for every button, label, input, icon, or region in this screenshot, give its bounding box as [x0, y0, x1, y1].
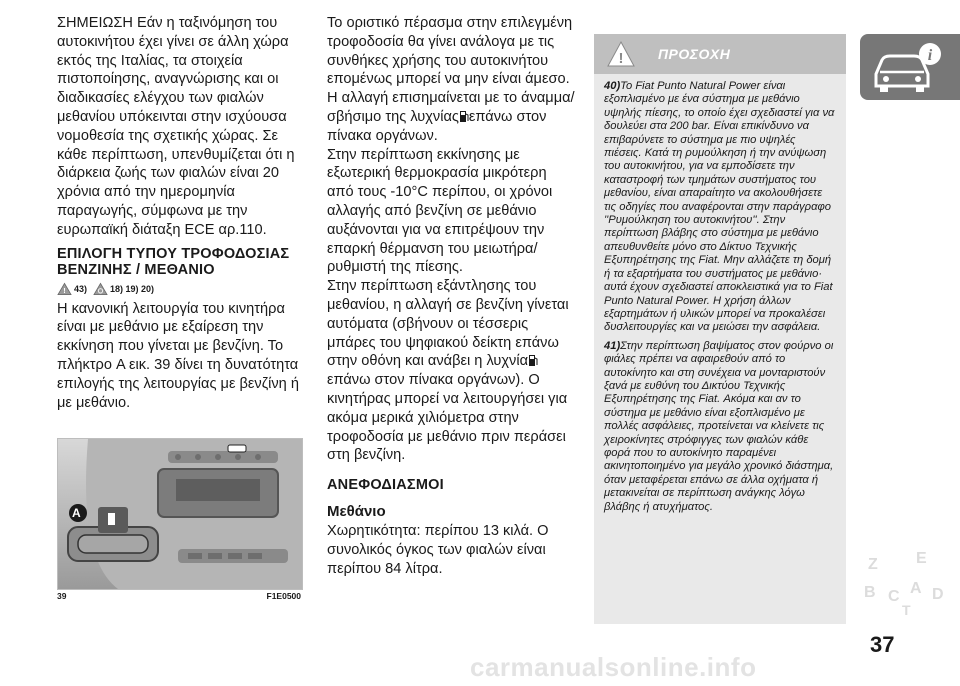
svg-text:!: !: [63, 285, 66, 295]
figure-dashboard-button: [57, 438, 303, 590]
steering-wheel-icon: [93, 282, 108, 296]
paragraph-text: Στην περίπτωση εξάντλησης του μεθανίου, η αλλαγή σε βενζίνη γίνεται αυτόματα (σβήνουν οι τέσσερις μπάρες του ψηφιακού δείκτη επάνω στην οθόνη και ανάβει η λυχνία: [327, 278, 569, 370]
warning-body: [594, 74, 846, 514]
caution-ref-numbers: 18) 19) 20): [110, 283, 155, 294]
warning-item-number: 41): [604, 339, 621, 352]
svg-text:i: i: [927, 47, 933, 64]
warning-item-number: 40): [604, 80, 621, 92]
svg-text:!: !: [618, 50, 624, 67]
warning-item: [604, 80, 836, 335]
left-column: [57, 14, 300, 412]
middle-column: [327, 14, 577, 579]
warning-box: [594, 34, 846, 624]
paragraph-switch-indicator: [327, 14, 577, 146]
paragraph-text: επάνω στον πίνακα οργάνων.: [327, 108, 547, 144]
watermark: carmanualsonline.info: [470, 652, 757, 682]
index-letter: C: [888, 588, 900, 605]
fuel-pump-icon: [459, 109, 469, 123]
paragraph-text: επάνω στον πίνακα οργάνων). Ο κινητήρας μπορεί να λειτουργήσει για ακόμα μερικά χιλιόμετρα στην τροφοδοσία με μεθάνιο πριν περάσει στη βενζίνη.: [327, 372, 568, 464]
side-index-letters: [862, 550, 952, 620]
paragraph-capacity: Χωρητικότητα: περίπου 13 κιλά. Ο συνολικός όγκος των φιαλών είναι περίπου 84 λίτρα.: [327, 523, 549, 577]
figure-caption: [57, 591, 301, 601]
paragraph-low-temperature: Στην περίπτωση εκκίνησης με εξωτερική θερμοκρασία μικρότερη από τους -10°C περίπου, οι χρόνοι αλλαγής από βενζίνη σε μεθάνιο αυξάνονται για να επιτρέψουν την επαρκή θέρμανση του μειωτήρα/ρυθμιστή της πίεσης.: [327, 146, 553, 276]
index-letter: E: [916, 550, 927, 567]
car-info-icon: [868, 40, 948, 96]
paragraph-text: Το οριστικό πέρασμα στην επιλεγμένη τροφοδοσία θα γίνει ανάλογα με τις συνθήκες χρήσης του αυτοκινήτου επομένως μπορεί να μην είναι άμεσο. Η αλλαγή επισημαίνεται με το άναμμα/σβήσιμο της λυχνίας: [327, 15, 575, 125]
dashboard-photo: [58, 439, 302, 589]
warning-item-text: Στην περίπτωση βαψίματος στον φούρνο οι φιάλες πρέπει να αφαιρεθούν από το αυτοκίνητο και στη συνέχεια να μονταριστούν ξανά με ευθύνη του Δικτύου Τεχνικής Εξυπηρέτησης της Fiat. Ακόμα και αν το σύστημα με μεθάνιο είναι εξοπλισμένο με πολλές ασφάλειες, προτείνεται να κλείνετε τις χειροκίνητες στρόφιγγες των φιαλών κάθε φορά που το αυτοκίνητο παραμένει ακινητοποιημένο για μεγάλο χρονικό διάστημα, όταν μεταφέρεται επάνω σε άλλα οχήματα ή μετακινείται σε περίπτωση ανάγκης λόγω βλάβης ή ατυχήματος.: [604, 339, 834, 513]
section-heading-refuelling: ΑΝΕΦΟΔΙΑΣΜΟΙ: [327, 477, 444, 494]
warning-ref-number: 43): [74, 283, 88, 294]
warning-item-text: Το Fiat Punto Natural Power είναι εξοπλισμένο με ένα σύστημα με μεθάνιο υψηλής πίεσης, το οποίο έχει σχεδιαστεί για να δουλεύει στα 200 bar. Είναι επικίνδυνο να επιβαρύνετε το σύστημα με πιο υψηλές πιέσεις. Κατά τη ρυμούλκηση ή την ανύψωση του αυτοκινήτου, για να εμποδίσετε την καταστροφή των τμημάτων συστήματος του μεθανίου, είναι απαραίτητο να ακολουθήσετε τις οδηγίες που αναφέρονται στην παράγραφο ''Ρυμούλκηση του αυτοκινήτου''. Στην περίπτωση βλάβης στο σύστημα με μεθάνιο απευθυνθείτε μόνο στο Δίκτυο Τεχνικής Εξυπηρέτησης της Fiat. Μην αλλάζετε τη δομή ή τα εξαρτήματα του συστήματος με μεθάνιο· αυτά έχουν σχεδιαστεί αποκλειστικά για το Fiat Punto Natural Power. Η χρήση άλλων εξαρτημάτων ή υλικών μπορεί να προκαλέσει δυσλειτουργίες και να μειώσει την ασφάλεια.: [604, 80, 835, 334]
figure-number: 39: [57, 591, 67, 601]
section-tab: [860, 34, 960, 100]
index-letter: T: [902, 602, 911, 618]
warning-triangle-icon: [606, 40, 636, 68]
intro-paragraph: ΣΗΜΕΙΩΣΗ Εάν η ταξινόμηση του αυτοκινήτου έχει γίνει σε άλλη χώρα εκτός της Ιταλίας, τα στοιχεία πιστοποίησης, αναγνώρισης και οι διαδικασίες ελέγχου των φιαλών μεθανίου υπόκεινται στην ισχύουσα νομοθεσία της σχετικής χώρας. Σε κάθε περίπτωση, υπενθυμίζεται ότι η διάρκεια ζωής των φιαλών είναι 20 χρόνια από την ημερομηνία παραγωγής, σύμφωνα με την ευρωπαϊκή διάταξη ECE αρ.110.: [57, 15, 295, 238]
index-letter: Z: [868, 556, 878, 573]
warning-triangle-icon: [57, 282, 72, 296]
index-letter: D: [932, 586, 944, 603]
warning-header: [594, 34, 846, 74]
warning-title: ΠΡΟΣΟΧΗ: [658, 46, 731, 62]
subheading-methane: Μεθάνιο: [327, 503, 386, 521]
warning-item: [604, 340, 836, 514]
figure-callout-label: A: [72, 506, 81, 520]
reference-line: [57, 282, 300, 296]
figure-code: F1E0500: [266, 591, 301, 601]
page-number: 37: [870, 632, 895, 657]
button-description-paragraph: Η κανονική λειτουργία του κινητήρα είναι με μεθάνιο με εξαίρεση την εκκίνηση που γίνεται με βενζίνη. Το πλήκτρο A εικ. 39 δίνει τη δυνατότητα επιλογής της λειτουργίας με βενζίνη ή με μεθάνιο.: [57, 300, 299, 411]
section-heading-fuel-selection: ΕΠΙΛΟΓΗ ΤΥΠΟΥ ΤΡΟΦΟΔΟΣΙΑΣ ΒΕΝΖΙΝΗΣ / ΜΕΘΑΝΙΟ: [57, 245, 290, 278]
index-letter: A: [910, 580, 922, 597]
fuel-pump-icon: [528, 353, 538, 367]
index-letter: B: [864, 584, 876, 601]
paragraph-methane-exhausted: [327, 277, 577, 465]
